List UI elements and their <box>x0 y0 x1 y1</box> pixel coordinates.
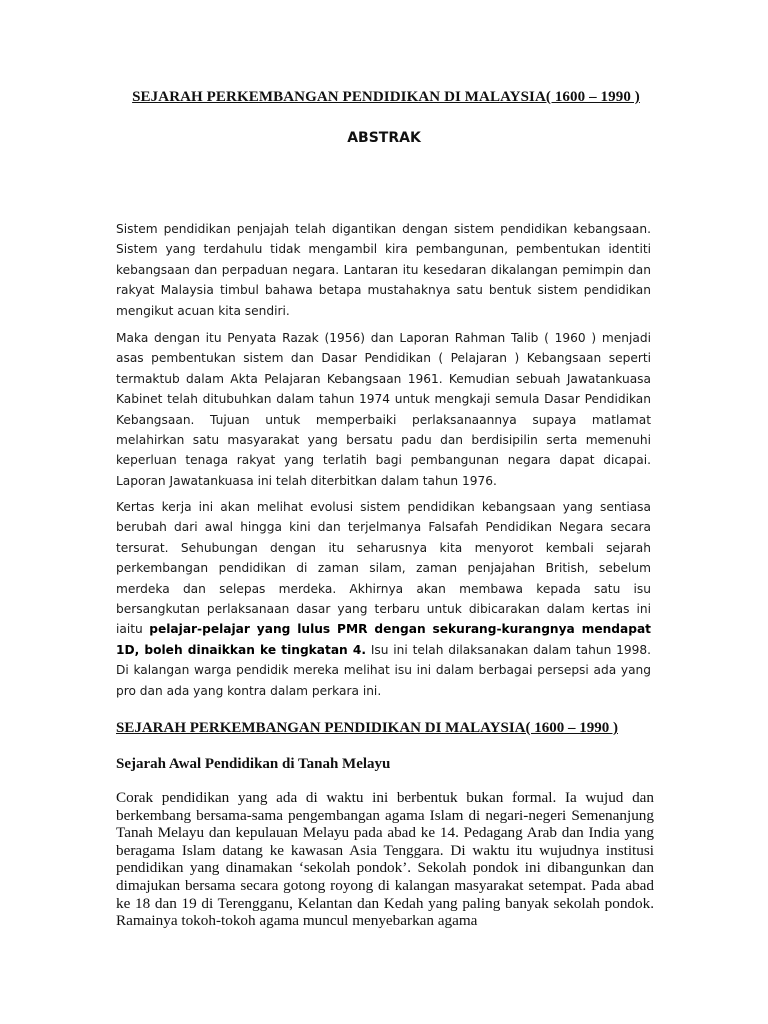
document-title: SEJARAH PERKEMBANGAN PENDIDIKAN DI MALAYSIA( 1600 – 1990 ) <box>132 89 640 105</box>
abstract-paragraph-3-end: Isu ini telah dilaksanakan dalam tahun 1998. Di kalangan warga pendidik mereka melihat isu ini dalam berbagai persepsi ada yang pro dan ada yang kontra dalam perkara ini. <box>116 642 651 698</box>
abstract-paragraph-3-emphasis: pelajar-pelajar yang lulus PMR dengan sekurang-kurangnya mendapat 1D, boleh dinaikkan ke tingkatan 4. <box>116 622 651 657</box>
subsection-title: Sejarah Awal Pendidikan di Tanah Melayu <box>116 756 391 772</box>
abstract-paragraph-1: Sistem pendidikan penjajah telah digantikan dengan sistem pendidikan kebangsaan. Sistem yang terdahulu tidak mengambil kira pembangunan, pembentukan identiti kebangsaan dan perpaduan negara. Lantaran itu kesedaran dikalangan pemimpin dan rakyat Malaysia timbul bahawa betapa mustahaknya satu bentuk sistem pendidikan mengikut acuan kita sendiri. <box>116 222 651 318</box>
body-paragraph-1: Corak pendidikan yang ada di waktu ini berbentuk bukan formal. Ia wujud dan berkembang bersama-sama pengembangan agama Islam di negari-negeri Semenanjung Tanah Melayu dan kepulauan Melayu pada abad ke 14. Pedagang Arab dan India yang beragama Islam datang ke kawasan Asia Tenggara. Di waktu itu wujudnya institusi pendidikan yang dinamakan ‘sekolah pondok’. Sekolah pondok ini dibangunkan dan dimajukan bersama secara gotong royong di kalangan masyarakat setempat. Pada abad ke 18 dan 19 di Terengganu, Kelantan dan Kedah yang paling banyak sekolah pondok. Ramainya tokoh-tokoh agama muncul menyebarkan agama <box>116 789 654 930</box>
abstract-heading: ABSTRAK <box>347 130 421 146</box>
abstract-paragraph-3 <box>116 497 651 701</box>
abstract-paragraph-2: Maka dengan itu Penyata Razak (1956) dan Laporan Rahman Talib ( 1960 ) menjadi asas pembentukan sistem dan Dasar Pendidikan ( Pelajaran ) Kebangsaan seperti termaktub dalam Akta Pelajaran Kebangsaan 1961. Kemudian sebuah Jawatankuasa Kabinet telah ditubuhkan dalam tahun 1974 untuk mengkaji semula Dasar Pendidikan Kebangsaan. Tujuan untuk memperbaiki perlaksanaannya supaya matlamat melahirkan satu masyarakat yang bersatu padu dan berdisipilin serta memenuhi keperluan tenaga rakyat yang terlatih bagi pembangunan negara dapat dicapai. Laporan Jawatankuasa ini telah diterbitkan dalam tahun 1976. <box>116 331 651 488</box>
abstract-paragraph-3-start: Kertas kerja ini akan melihat evolusi sistem pendidikan kebangsaan yang sentiasa berubah dari awal hingga kini dan terjelmanya Falsafah Pendidikan Negara secara tersurat. Sehubungan dengan itu seharusnya kita menyorot kembali sejarah perkembangan pendidikan di zaman silam, zaman penjajahan British, sebelum merdeka dan selepas merdeka. Akhirnya akan membawa kepada satu isu bersangkutan perlaksanaan dasar yang terbaru untuk dibicarakan dalam kertas ini iaitu <box>116 500 651 637</box>
section-title: SEJARAH PERKEMBANGAN PENDIDIKAN DI MALAYSIA( 1600 – 1990 ) <box>116 720 618 736</box>
